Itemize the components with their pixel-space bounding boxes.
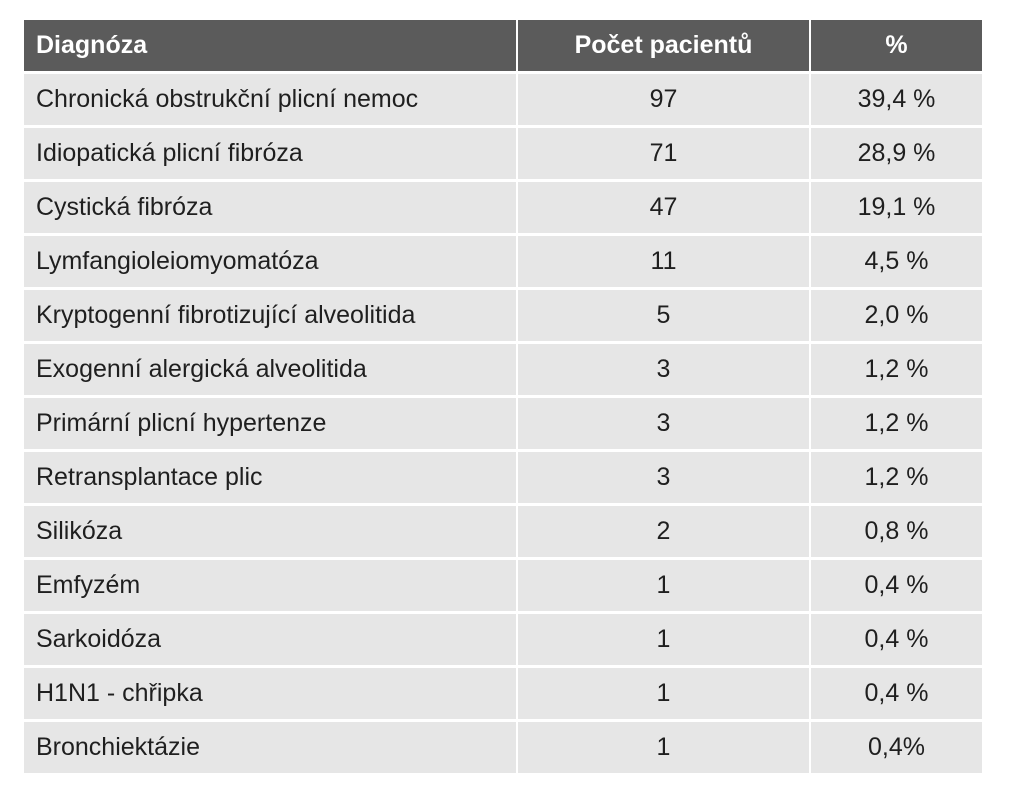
cell-percent: 0,4 % bbox=[810, 613, 982, 667]
diagnosis-table-container bbox=[24, 20, 982, 773]
table-row bbox=[24, 127, 982, 181]
cell-percent: 19,1 % bbox=[810, 181, 982, 235]
cell-percent: 28,9 % bbox=[810, 127, 982, 181]
table-row bbox=[24, 235, 982, 289]
table-row bbox=[24, 559, 982, 613]
cell-count: 5 bbox=[517, 289, 810, 343]
cell-count: 11 bbox=[517, 235, 810, 289]
table-row bbox=[24, 343, 982, 397]
cell-count: 47 bbox=[517, 181, 810, 235]
cell-diagnosis: Exogenní alergická alveolitida bbox=[24, 343, 517, 397]
cell-diagnosis: Idiopatická plicní fibróza bbox=[24, 127, 517, 181]
cell-percent: 0,4 % bbox=[810, 559, 982, 613]
cell-percent: 39,4 % bbox=[810, 73, 982, 127]
cell-diagnosis: Sarkoidóza bbox=[24, 613, 517, 667]
cell-percent: 4,5 % bbox=[810, 235, 982, 289]
cell-count: 2 bbox=[517, 505, 810, 559]
table-row bbox=[24, 73, 982, 127]
cell-percent: 0,4% bbox=[810, 721, 982, 774]
cell-diagnosis: Bronchiektázie bbox=[24, 721, 517, 774]
cell-count: 97 bbox=[517, 73, 810, 127]
table-row bbox=[24, 505, 982, 559]
table-row bbox=[24, 451, 982, 505]
table-row bbox=[24, 721, 982, 774]
cell-count: 71 bbox=[517, 127, 810, 181]
header-percent: % bbox=[810, 20, 982, 73]
cell-percent: 0,8 % bbox=[810, 505, 982, 559]
cell-percent: 1,2 % bbox=[810, 397, 982, 451]
table-row bbox=[24, 289, 982, 343]
cell-diagnosis: Retransplantace plic bbox=[24, 451, 517, 505]
cell-count: 1 bbox=[517, 721, 810, 774]
cell-percent: 0,4 % bbox=[810, 667, 982, 721]
table-body bbox=[24, 73, 982, 774]
table-header-row bbox=[24, 20, 982, 73]
header-diagnosis: Diagnóza bbox=[24, 20, 517, 73]
cell-diagnosis: Chronická obstrukční plicní nemoc bbox=[24, 73, 517, 127]
cell-diagnosis: Primární plicní hypertenze bbox=[24, 397, 517, 451]
cell-diagnosis: Lymfangioleiomyomatóza bbox=[24, 235, 517, 289]
cell-count: 1 bbox=[517, 667, 810, 721]
table-row bbox=[24, 667, 982, 721]
cell-count: 3 bbox=[517, 397, 810, 451]
cell-diagnosis: Silikóza bbox=[24, 505, 517, 559]
table-row bbox=[24, 397, 982, 451]
cell-diagnosis: Kryptogenní fibrotizující alveolitida bbox=[24, 289, 517, 343]
table-row bbox=[24, 613, 982, 667]
cell-percent: 1,2 % bbox=[810, 343, 982, 397]
header-patient-count: Počet pacientů bbox=[517, 20, 810, 73]
table-row bbox=[24, 181, 982, 235]
cell-percent: 2,0 % bbox=[810, 289, 982, 343]
cell-count: 3 bbox=[517, 451, 810, 505]
cell-diagnosis: Emfyzém bbox=[24, 559, 517, 613]
diagnosis-table bbox=[24, 20, 982, 773]
cell-diagnosis: H1N1 - chřipka bbox=[24, 667, 517, 721]
cell-percent: 1,2 % bbox=[810, 451, 982, 505]
cell-diagnosis: Cystická fibróza bbox=[24, 181, 517, 235]
cell-count: 1 bbox=[517, 559, 810, 613]
cell-count: 3 bbox=[517, 343, 810, 397]
cell-count: 1 bbox=[517, 613, 810, 667]
